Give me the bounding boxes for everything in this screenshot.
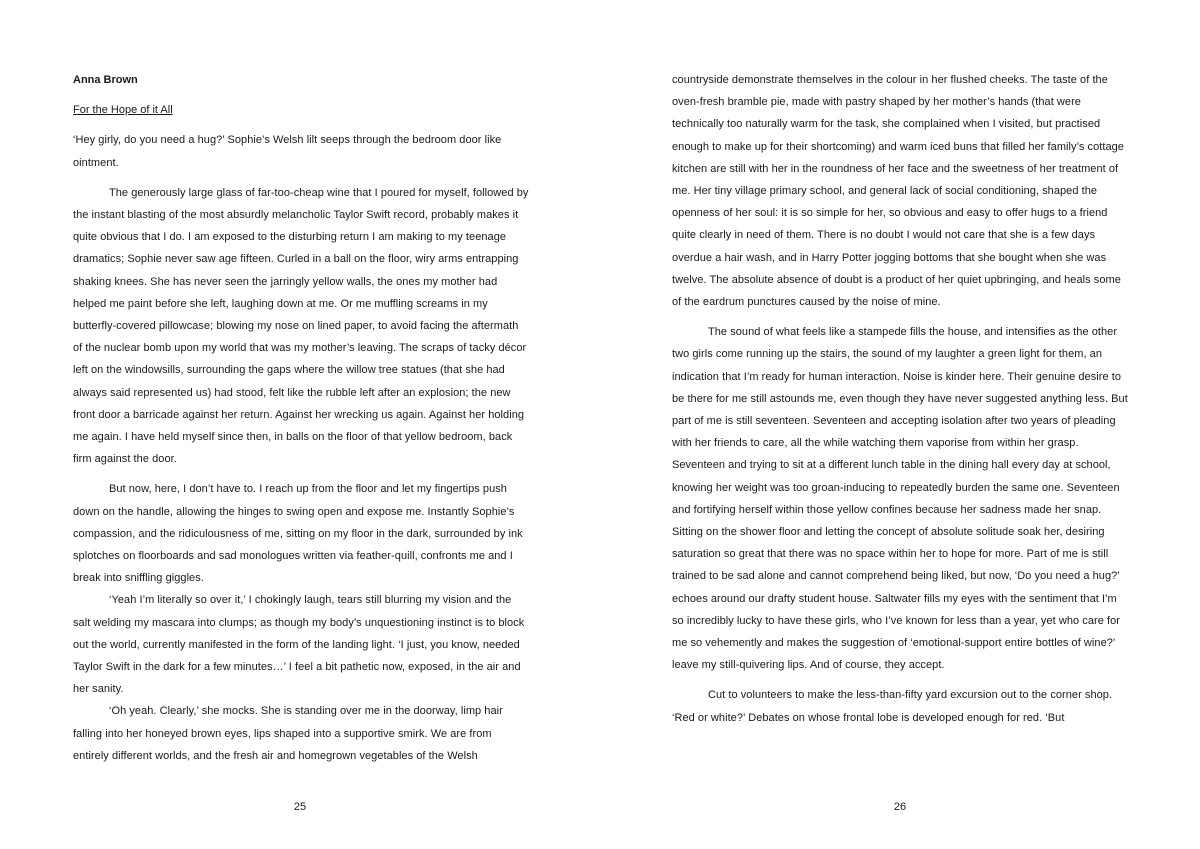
paragraph: ‘Yeah I’m literally so over it,’ I chokingly laugh, tears still blurring my vision and the salt welding my mascara into clumps; as though my body’s unquestioning instinct is to block out the world, currently manifested in the form of the landing light. ‘I just, you know, needed Taylor Swift in the dark for a few minutes…’ I feel a bit pathetic now, exposed, in the air and her sanity. [73, 594, 525, 696]
page-number-right: 26 [893, 801, 907, 813]
paragraph: countryside demonstrate themselves in the colour in her flushed cheeks. The taste of the oven-fresh bramble pie, made with pastry shaped by her mother’s hands (that were technically too naturally warm for the task, she complained when I visited, but practised enough to make up for their shortcoming) and warm iced buns that filled her family’s cottage kitchen are still with her in the roundness of her face and the sweetness of her treatment of me. Her tiny village primary school, and general lack of social conditioning, shaped the openness of her soul: it is so simple for her, so obvious and easy to offer hugs to a friend quite clearly in need of them. There is no doubt I would not care that she is a few days overdue a hair wash, and in Harry Potter jogging bottoms that she bought when she was twelve. The absolute absence of doubt is a product of her quiet upbringing, and heals some of the eardrum punctures caused by the noise of mine. [672, 74, 1124, 309]
page-number-left: 25 [293, 801, 307, 813]
paragraph: But now, here, I don’t have to. I reach up from the floor and let my fingertips push down on the handle, allowing the hinges to swing open and expose me. Instantly Sophie’s compassion, and the ridiculousness of me, sitting on my floor in the dark, surrounded by ink splotches on floorboards and sad monologues written via feather-quill, confronts me and I break into sniffling giggles. [73, 483, 523, 585]
paragraph: The generously large glass of far-too-cheap wine that I poured for myself, followed by the instant blasting of the most absurdly melancholic Taylor Swift record, probably makes it quite obvious that I do. I am exposed to the disturbing return I am making to my teenage dramatics; Sophie never saw age fifteen. Curled in a ball on the floor, wiry arms entrapping shaking knees. She has never seen the jarringly yellow walls, the ones my mother had helped me paint before she left, laughing down at me. Or me muffling screams in my butterfly-covered pillowcase; blowing my nose on lined paper, to avoid facing the aftermath of the nuclear bomb upon my world that was my mother’s leaving. The scraps of tacky décor left on the windowsills, surrounding the gaps where the willow tree statues (that she had always said represented us) had stood, felt like the rubble left after an explosion; the new front door a barricade against her return. Against her wrecking us again. Against her holding me again. I have held myself since then, in balls on the floor of that yellow bedroom, back firm against the door. [73, 186, 529, 466]
right-page-content [672, 69, 1128, 729]
paragraph: Cut to volunteers to make the less-than-fifty yard excursion out to the corner shop. ‘Red or white?’ Debates on whose frontal lobe is developed enough for red. ‘But [672, 689, 1113, 724]
paragraph: The sound of what feels like a stampede fills the house, and intensifies as the other two girls come running up the stairs, the sound of my laughter a green light for them, an indication that I’m ready for human interaction. Noise is kinder here. Their genuine desire to be there for me still astounds me, even though they have never suggested anything less. But part of me is still seventeen. Seventeen and accepting isolation after two years of pleading with her friends to care, all the while watching them vaporise from within her grasp. Seventeen and trying to sit at a different lunch table in the dining hall every day at school, knowing her weight was too groan-inducing to repeatedly burden the same one. Seventeen and fortifying herself within those yellow confines because her sadness made her snap. Sitting on the shower floor and letting the concept of absolute solitude soak her, desiring saturation so great that there was no space within her to hope for more. Part of me is still trained to be sad alone and cannot comprehend being liked, but now, ‘Do you need a hug?’ echoes around our drafty student house. Saltwater fills my eyes with the sentiment that I’m so incredibly lucky to have these girls, who I’ve known for less than a year, yet who care for me so vehemently and makes the suggestion of ‘emotional-support entire bottles of wine?’ leave my still-quivering lips. And of course, they accept. [672, 326, 1128, 672]
paragraph: ‘Oh yeah. Clearly,’ she mocks. She is standing over me in the doorway, limp hair falling into her honeyed brown eyes, lips shaped into a supportive smirk. We are from entirely different worlds, and the fresh air and homegrown vegetables of the Welsh [73, 705, 503, 762]
author-name: Anna Brown [73, 74, 138, 86]
story-title: For the Hope of it All [73, 104, 173, 117]
left-page-content [73, 69, 529, 767]
right-page [600, 0, 1200, 849]
paragraph: ‘Hey girly, do you need a hug?’ Sophie’s Welsh lilt seeps through the bedroom door like ointment. [73, 134, 502, 169]
story-title-line [73, 99, 529, 121]
